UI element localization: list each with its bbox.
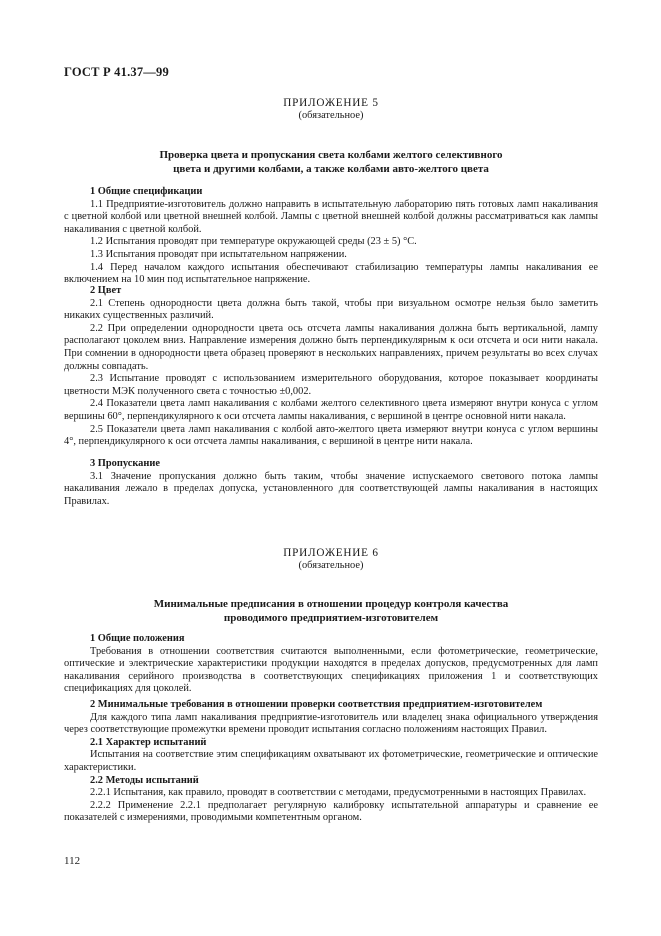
appendix6-heading <box>64 597 598 625</box>
subsection-heading: 2.2 Методы испытаний <box>90 774 199 786</box>
page-number: 112 <box>64 855 81 867</box>
section-heading: 2 Минимальные требования в отношении проверки соответствия предприятием-изготовителем <box>90 699 543 710</box>
paragraph: 2.5 Показатели цвета ламп накаливания с колбой авто-желтого цвета измеряют внутри конуса с углом вершины 4°, перпендикулярного к оси отсчета лампы накаливания, с вершиной в центре нити накала. <box>64 423 598 448</box>
paragraph: 1.2 Испытания проводят при температуре окружающей среды (23 ± 5) °С. <box>90 236 417 248</box>
section-heading: 1 Общие спецификации <box>90 186 203 197</box>
standard-number: ГОСТ Р 41.37—99 <box>64 65 169 79</box>
paragraph: 2.2.1 Испытания, как правило, проводят в соответствии с методами, предусмотренными в настоящих Правилах. <box>90 787 587 799</box>
section-heading: 2 Цвет <box>90 285 122 296</box>
subsection-heading: 2.1 Характер испытаний <box>90 736 207 748</box>
appendix6-heading-line2: проводимого предприятием-изготовителем <box>223 612 439 624</box>
paragraph: Для каждого типа ламп накаливания предприятие-изготовитель или владелец знака официального утверждения через соответствующие промежутки времени проводит испытания согласно положениям настоящих Правил. <box>64 711 598 736</box>
appendix5-heading-line1: Проверка цвета и пропускания света колбами желтого селективного <box>159 149 503 161</box>
appendix5-subtitle: (обязательное) <box>298 109 364 121</box>
appendix5-title: ПРИЛОЖЕНИЕ 5 <box>283 97 379 109</box>
appendix6-section2 <box>64 699 598 825</box>
appendix6-header <box>64 547 598 572</box>
paragraph: 1.4 Перед началом каждого испытания обеспечивают стабилизацию температуры лампы накаливания ее включением на 10 мин под испытательное напряжение. <box>64 261 598 286</box>
appendix5-section3 <box>64 458 598 508</box>
paragraph: 2.2 При определении однородности цвета ось отсчета лампы накаливания должна быть вертикальной, лампу располагают цоколем вниз. Направление измерения должно быть перпендикулярным к оси отсчета и оси нити накала. При сомнении в однородности цвета образец проверяют в нескольких направлениях, причем результаты во всех случах должны совпадать. <box>64 322 598 372</box>
paragraph: 2.2.2 Применение 2.2.1 предполагает регулярную калибровку испытательной аппаратуры и сравнение ее показателей с измерениями, проводимыми компетентным органом. <box>64 799 598 824</box>
appendix5-heading-line2: цвета и другими колбами, а также колбами авто-желтого цвета <box>173 163 489 175</box>
appendix6-subtitle: (обязательное) <box>298 559 364 571</box>
paragraph: 2.4 Показатели цвета ламп накаливания с колбами желтого селективного цвета измеряют внутри конуса с углом вершины 60°, перпендикулярного к оси отсчета лампы накаливания, с вершиной в центре основной нити накала. <box>64 398 598 422</box>
appendix5-section2 <box>64 285 598 449</box>
appendix5-heading <box>64 148 598 176</box>
section-heading: 1 Общие положения <box>90 633 185 644</box>
appendix5-header <box>64 97 598 122</box>
paragraph: 1.1 Предприятие-изготовитель должно направить в испытательную лабораторию пять готовых ламп накаливания с цветной колбой или цветной внешней колбой. Лампы с цветной внешней колбой должны рассматриваться как лампы накаливания с цветной колбой. <box>64 198 598 235</box>
appendix5-section1 <box>64 186 598 287</box>
paragraph: 3.1 Значение пропускания должно быть таким, чтобы значение испускаемого светового потока лампы накаливания лежало в пределах допуска, установленного для соответствующей лампы накаливания в настоящих Правилах. <box>64 470 598 507</box>
paragraph: 2.1 Степень однородности цвета должна быть такой, чтобы при визуальном осмотре нельзя было заметить никаких существенных различий. <box>64 297 598 322</box>
paragraph: 1.3 Испытания проводят при испытательном напряжении. <box>90 248 347 260</box>
paragraph: Требования в отношении соответствия считаются выполненными, если фотометрические, геометрические, оптические и электрические характеристики продукции находятся в пределах допусков, предусмотренных для ламп накаливания серийного производства в соответствующих спецификациях приложения 1 и соответствующих спецификациях для цоколей. <box>64 645 598 695</box>
section-heading: 3 Пропускание <box>90 458 160 469</box>
appendix6-section1 <box>64 633 598 696</box>
appendix6-heading-line1: Минимальные предписания в отношении процедур контроля качества <box>153 598 509 610</box>
paragraph: 2.3 Испытание проводят с использованием измерительного оборудования, которое показывает координаты цветности МЭК полученного света с точностью ±0,002. <box>64 373 598 397</box>
paragraph: Испытания на соответствие этим спецификациям охватывают их фотометрические, геометрические и оптические характеристики. <box>64 749 598 773</box>
appendix6-title: ПРИЛОЖЕНИЕ 6 <box>283 547 379 559</box>
